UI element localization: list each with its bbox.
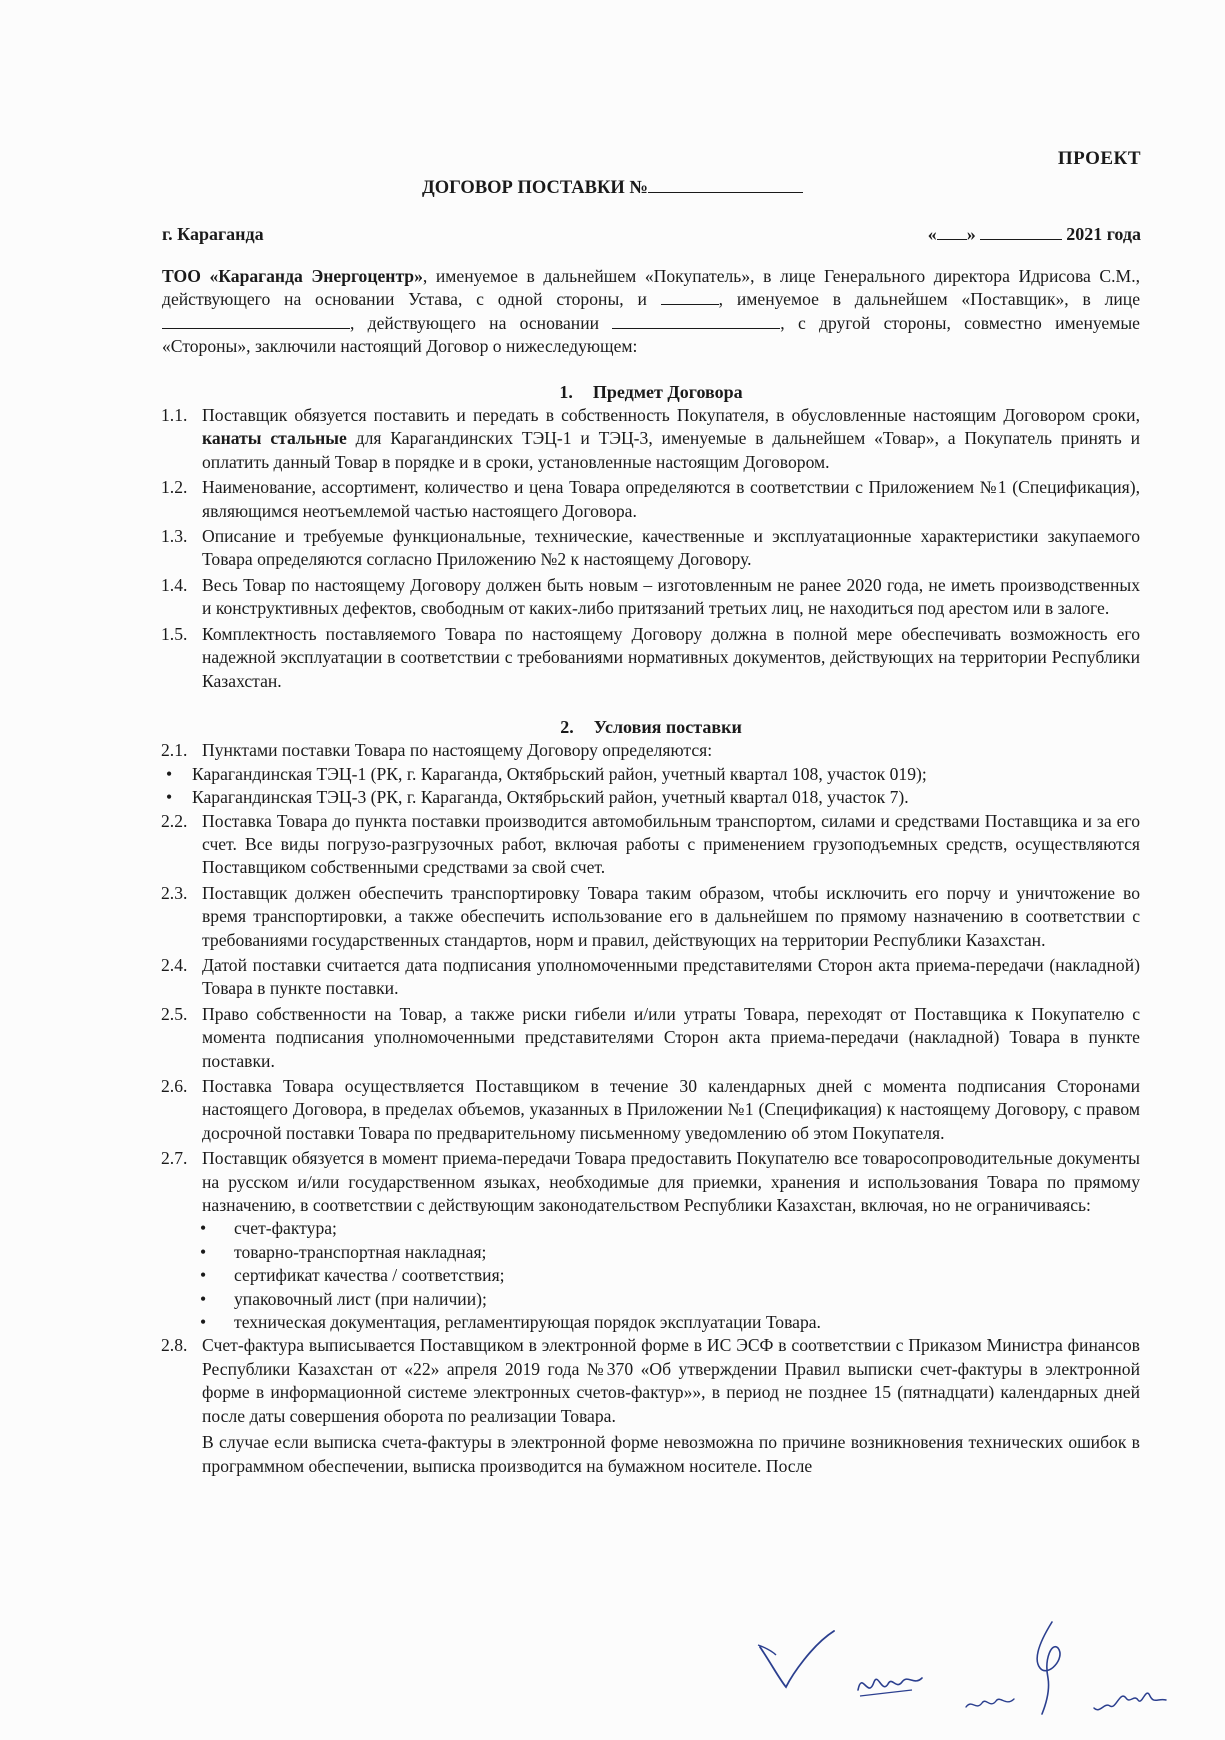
document-title xyxy=(0,176,1225,199)
signature-mark xyxy=(962,1685,1022,1720)
supplier-authority-blank xyxy=(612,313,780,329)
section-1-title: 1. Предмет Договора xyxy=(559,381,743,402)
clause-2-6: 2.6. Поставка Товара осуществляется Поставщиком в течение 30 календарных дней с момента подписания Сторонами настоящего Договора, в пределах объемов, указанных в Приложении №1 (Спецификация) к настоящему Договору, с правом досрочной поставки Товара по предварительному письменному уведомлению об этом Покупателя. xyxy=(161,1076,1140,1143)
delivery-point: • Карагандинская ТЭЦ-1 (РК, г. Караганда, Октябрьский район, учетный квартал 108, участок 019); xyxy=(162,763,1140,786)
document-list-item: • товарно-транспортная накладная; xyxy=(162,1241,1140,1264)
delivery-point: • Карагандинская ТЭЦ-3 (РК, г. Караганда, Октябрьский район, учетный квартал 018, участок 7). xyxy=(162,786,1140,809)
supplier-name-blank xyxy=(661,289,719,305)
contract-number-blank xyxy=(648,176,803,193)
document-list-item: • упаковочный лист (при наличии); xyxy=(162,1288,1140,1311)
document-list-item: • сертификат качества / соответствия; xyxy=(162,1264,1140,1287)
signature-mark xyxy=(752,1625,842,1695)
clause-2-7: 2.7. Поставщик обязуется в момент приема-передачи Товара предоставить Покупателю все товаросопроводительные документы на русском и/или государственном языках, необходимые для приемки, хранения и использования Товара по прямому назначению, в соответствии с действующим законодательством Республики Казахстан, включая, но не ограничиваясь: xyxy=(161,1148,1140,1216)
clause-1-5: 1.5. Комплектность поставляемого Товара по настоящему Договору должна в полной мере обеспечивать возможность его надежной эксплуатации в соответствии с требованиями нормативных документов, действующих на территории Республики Казахстан. xyxy=(161,623,1140,691)
clause-2-8: 2.8. Счет-фактура выписывается Поставщиком в электронной форме в ИС ЭСФ в соответствии с Приказом Министра финансов Республики Казахстан от «22» апреля 2019 года №370 «Об утверждении Правил выписки счет-фактуры в электронной форме в информационной системе электронных счетов-фактур»», в период не позднее 15 (пятнадцати) календарных дней после даты совершения оборота по реализации Товара. xyxy=(161,1335,1140,1426)
city: г. Караганда xyxy=(162,224,264,244)
document-body xyxy=(162,265,1140,1478)
clause-2-5: 2.5. Право собственности на Товар, а также риски гибели и/или утраты Товара, переходят от Поставщика к Покупателю с момента подписания уполномоченными представителями Сторон акта приема-передачи (накладной) Товара в пункте поставки. xyxy=(161,1003,1140,1071)
preamble: ТОО «Караганда Энергоцентр», именуемое в дальнейшем «Покупатель», в лице Генерального директора Идрисова С.М., действующего на основании Устава, с одной стороны, и , именуемое в дальнейшем «Поставщик», в лице , действующего на основании , с другой стороны, совместно именуемые «Стороны», заключили настоящий Договор о нижеследующем: xyxy=(162,266,1140,357)
clause-2-1: 2.1. Пунктами поставки Товара по настоящему Договору определяются: xyxy=(161,740,713,761)
title-text: ДОГОВОР ПОСТАВКИ № xyxy=(422,178,648,198)
clause-2-8-continuation: В случае если выписка счета-фактуры в электронной форме невозможна по причине возникновения технических ошибок в программном обеспечении, выписка производится на бумажном носителе. После xyxy=(202,1432,1140,1476)
clause-1-2: 1.2. Наименование, ассортимент, количество и цена Товара определяются в соответствии с Приложением №1 (Спецификация), являющимся неотъемлемой частью настоящего Договора. xyxy=(161,477,1140,521)
month-blank xyxy=(980,225,1062,240)
clause-1-3: 1.3. Описание и требуемые функциональные, технические, качественные и эксплуатационные характеристики закупаемого Товара определяются согласно Приложению №2 к настоящему Договору. xyxy=(161,526,1140,570)
clause-1-4: 1.4. Весь Товар по настоящему Договору должен быть новым – изготовленным не ранее 2020 года, не иметь производственных и конструктивных дефектов, свободным от каких-либо притязаний третьих лиц, не находиться под арестом или в залоге. xyxy=(161,574,1140,619)
buyer-name: ТОО «Караганда Энергоцентр» xyxy=(162,266,423,286)
supplier-representative-blank xyxy=(162,313,350,329)
clause-2-3: 2.3. Поставщик должен обеспечить транспортировку Товара таким образом, чтобы исключить его порчу и уничтожение во время транспортировки, а также обеспечить использование его в дальнейшем по прямому назначению в соответствии с требованиями государственных стандартов, норм и правил, действующих на территории Республики Казахстан. xyxy=(161,882,1140,950)
signature-mark xyxy=(852,1660,932,1705)
section-2-title: 2. Условия поставки xyxy=(560,716,742,737)
signature-mark xyxy=(1090,1680,1170,1720)
signature-mark xyxy=(1022,1618,1082,1718)
contract-date: « » 2021 года xyxy=(927,224,1141,244)
clause-2-2: 2.2. Поставка Товара до пункта поставки производится автомобильным транспортом, силами и средствами Поставщика и за его счет. Все виды погрузо-разгрузочных работ, включая работы с применением грузоподъемных средств, осуществляются Поставщиком собственными средствами за свой счет. xyxy=(161,810,1140,878)
day-blank xyxy=(937,225,967,240)
draft-mark: ПРОЕКТ xyxy=(1057,148,1141,169)
document-list-item: • техническая документация, регламентирующая порядок эксплуатации Товара. xyxy=(162,1311,1140,1334)
clause-2-4: 2.4. Датой поставки считается дата подписания уполномоченными представителями Сторон акта приема-передачи (накладной) Товара в пункте поставки. xyxy=(161,954,1140,999)
clause-1-1: 1.1. Поставщик обязуется поставить и передать в собственность Покупателя, в обусловленные настоящим Договором сроки, канаты стальные для Карагандинских ТЭЦ-1 и ТЭЦ-3, именуемые в дальнейшем «Товар», а Покупатель принять и оплатить данный Товар в порядке и в сроки, установленные настоящим Договором. xyxy=(161,405,1140,472)
document-list-item: • счет-фактура; xyxy=(162,1217,1140,1240)
date-year: 2021 года xyxy=(1066,224,1141,244)
